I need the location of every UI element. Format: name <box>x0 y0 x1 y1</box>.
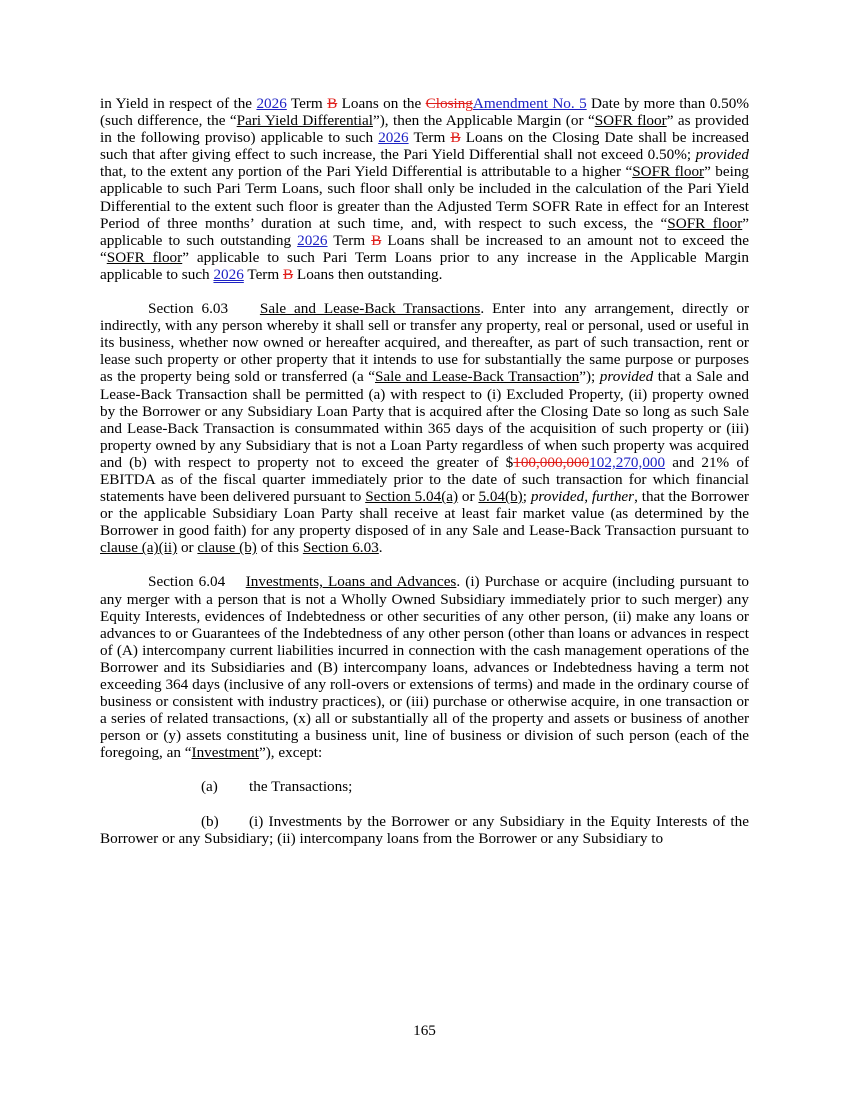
defined-term: Investment <box>191 744 259 762</box>
inserted-text: 2026 <box>213 265 244 283</box>
cross-reference: clause (a)(ii) <box>100 539 178 557</box>
item-text: the Transactions; <box>249 778 353 796</box>
section-title: Investments, Loans and Advances <box>245 573 457 591</box>
cross-reference: Section 6.03 <box>302 539 379 557</box>
cross-reference: clause (b) <box>197 539 257 557</box>
section-number: Section 6.04 <box>148 573 226 591</box>
item-text: (i) Investments by the Borrower or any Subsidiary in the Equity Interests of the Borrower or any Subsidiary; (ii) intercompany loans from the Borrower or any Subsidiary to <box>100 812 749 847</box>
inserted-text: 2026 <box>297 231 328 249</box>
deleted-text: Closing <box>425 95 473 112</box>
paragraph-pari-yield: in Yield in respect of the 2026 Term B Loans on the ClosingAmendment No. 5 Date by more than 0.50% (such difference, the “Pari Yield Differential”), then the Applicable Margin (or “SOFR floor” as provided in the following proviso) applicable to such 2026 Term B Loans on the Closing Date shall be increased such that after giving effect to such increase, the Pari Yield Differential shall not exceed 0.50%; provided that, to the extent any portion of the Pari Yield Differential is attributable to a higher “SOFR floor” being applicable to such Pari Term Loans, such floor shall only be included in the calculation of the Pari Yield Differential to the extent such floor is greater than the Adjusted Term SOFR Rate in effect for an Interest Period of three months’ duration at such time, and, with respect to such excess, the “SOFR floor” applicable to such outstanding 2026 Term B Loans shall be increased to an amount not to exceed the “SOFR floor” applicable to such Pari Term Loans prior to any increase in the Applicable Margin applicable to such 2026 Term B Loans then outstanding. <box>100 95 750 283</box>
provided-italic: provided <box>695 146 749 164</box>
deleted-amount: 100,000,000 <box>513 453 590 471</box>
provided-italic: provided, further <box>530 488 635 506</box>
cross-reference: 5.04(b) <box>478 488 523 506</box>
list-item-a <box>100 778 749 795</box>
defined-term: SOFR floor <box>594 112 667 130</box>
section-6-03: Section 6.03 Sale and Lease-Back Transactions. Enter into any arrangement, directly or indirectly, with any person whereby it shall sell or transfer any property, real or personal, used or useful in its business, whether now owned or hereafter acquired, and thereafter, as part of such transaction, rent or lease such property or other property that it intends to use for substantially the same purpose or purposes as the property being sold or transferred (a “Sale and Lease-Back Transaction”); provided that a Sale and Lease-Back Transaction shall be permitted (a) with respect to (i) Excluded Property, (ii) property owned by the Borrower or any Subsidiary Loan Party that is acquired after the Closing Date so long as such Sale and Lease-Back Transaction is consummated within 365 days of the acquisition of such property or (iii) property owned by any Subsidiary that is not a Loan Party regardless of when such property was acquired and (b) with respect to property not to exceed the greater of $100,000,000102,270,000 and 21% of EBITDA as of the fiscal quarter immediately prior to the date of such transaction for which financial statements have been delivered pursuant to Section 5.04(a) or 5.04(b); provided, further, that the Borrower or the applicable Subsidiary Loan Party shall receive at least fair market value (as determined by the Borrower in good faith) for any property disposed of in any Sale and Lease-Back Transaction pursuant to clause (a)(ii) or clause (b) of this Section 6.03. <box>100 300 750 557</box>
item-label: (b) <box>201 812 219 830</box>
inserted-amount: 102,270,000 <box>589 453 666 471</box>
inserted-text: 2026 <box>256 95 287 112</box>
defined-term: SOFR floor <box>632 163 705 181</box>
section-title: Sale and Lease-Back Transactions <box>259 300 481 318</box>
deleted-text: B <box>450 129 461 147</box>
defined-term: SOFR floor <box>667 214 743 232</box>
document-body <box>100 95 749 847</box>
defined-term: SOFR floor <box>106 248 183 266</box>
section-6-04: Section 6.04 Investments, Loans and Advances. (i) Purchase or acquire (including pursuant to any merger with a person that is not a Wholly Owned Subsidiary immediately prior to such merger) any Equity Interests, evidences of Indebtedness or other securities of any other person, (ii) make any loans or advances to or Guarantees of the Indebtedness of any other person (other than loans or advances in respect of (A) intercompany current liabilities incurred in connection with the cash management operations of the Borrower and its Subsidiaries and (B) intercompany loans, advances or Indebtedness having a term not exceeding 364 days (inclusive of any roll-overs or extensions of terms) and made in the ordinary course of business or consistent with industry practices), or (iii) purchase or otherwise acquire, in one transaction or a series of related transactions, (x) all or substantially all of the property and assets or business of another person or (y) assets constituting a business unit, line of business or division of such person (each of the foregoing, an “Investment”), except: <box>100 573 750 762</box>
cross-reference: Section 5.04(a) <box>365 488 459 506</box>
inserted-text: Amendment No. 5 <box>472 95 587 112</box>
defined-term: Pari Yield Differential <box>236 112 373 130</box>
inserted-text: 2026 <box>378 129 409 147</box>
deleted-text: B <box>327 95 338 112</box>
provided-italic: provided <box>599 368 654 386</box>
section-number: Section 6.03 <box>148 300 229 318</box>
deleted-text: B <box>282 265 294 283</box>
list-item-b <box>100 813 749 847</box>
defined-term: Sale and Lease-Back Transaction <box>374 368 580 386</box>
item-label: (a) <box>201 778 218 796</box>
deleted-text: B <box>371 231 382 249</box>
page-number: 165 <box>413 1022 436 1039</box>
